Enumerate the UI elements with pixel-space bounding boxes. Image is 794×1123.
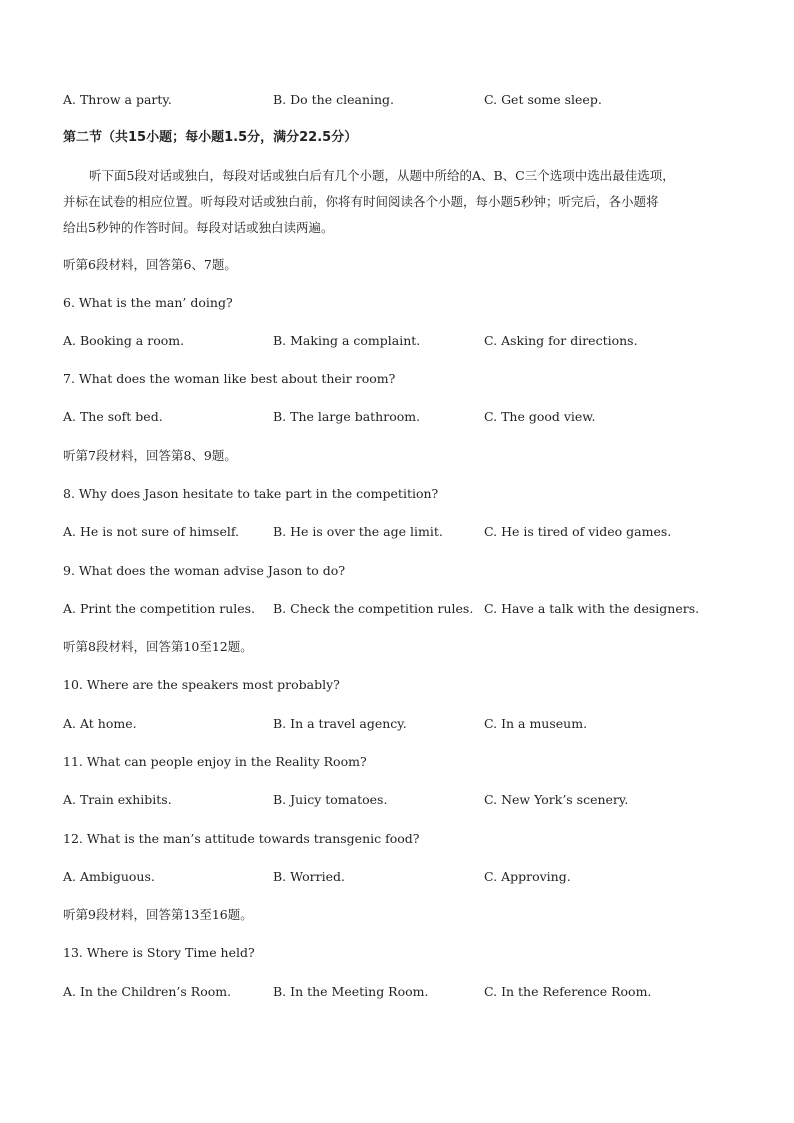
q11-option-b: B. Juicy tomatoes. bbox=[273, 792, 388, 807]
q6-option-a: A. Booking a room. bbox=[63, 333, 185, 348]
q6-option-c: C. Asking for directions. bbox=[484, 333, 638, 348]
q10-stem: 10. Where are the speakers most probably? bbox=[63, 677, 340, 692]
material-6-heading: 听第6段材料，回答第6、7题。 bbox=[63, 257, 237, 272]
q8-option-b: B. He is over the age limit. bbox=[273, 524, 443, 539]
q8-options bbox=[0, 524, 794, 540]
section-title: 第二节（共15小题；每小题1.5分，满分22.5分） bbox=[63, 130, 358, 145]
q12-options bbox=[0, 869, 794, 885]
q13-option-b: B. In the Meeting Room. bbox=[273, 984, 429, 999]
q9-stem: 9. What does the woman advise Jason to do? bbox=[63, 563, 346, 578]
q6-option-b: B. Making a complaint. bbox=[273, 333, 421, 348]
q8-option-a: A. He is not sure of himself. bbox=[63, 524, 240, 539]
instruction-line-3: 给出5秒钟的作答时间。每段对话或独白读两遍。 bbox=[63, 220, 334, 235]
q9-option-b: B. Check the competition rules. bbox=[273, 601, 474, 616]
q7-options bbox=[0, 409, 794, 425]
q6-options bbox=[0, 333, 794, 349]
q10-options bbox=[0, 716, 794, 732]
instruction-line-1: 听下面5段对话或独白，每段对话或独白后有几个小题，从题中所给的A、B、C三个选项中选出最佳选项， bbox=[89, 168, 675, 183]
material-7-heading: 听第7段材料，回答第8、9题。 bbox=[63, 448, 237, 463]
q9-option-c: C. Have a talk with the designers. bbox=[484, 601, 700, 616]
q12-option-c: C. Approving. bbox=[484, 869, 571, 884]
q12-stem: 12. What is the man’s attitude towards transgenic food? bbox=[63, 831, 420, 846]
q5-option-c: C. Get some sleep. bbox=[484, 92, 602, 107]
q11-stem: 11. What can people enjoy in the Reality Room? bbox=[63, 754, 367, 769]
q13-option-c: C. In the Reference Room. bbox=[484, 984, 652, 999]
section-instructions bbox=[63, 163, 731, 241]
q12-option-b: B. Worried. bbox=[273, 869, 345, 884]
q11-option-c: C. New York’s scenery. bbox=[484, 792, 629, 807]
q11-option-a: A. Train exhibits. bbox=[63, 792, 172, 807]
q8-option-c: C. He is tired of video games. bbox=[484, 524, 672, 539]
material-9-heading: 听第9段材料，回答第13至16题。 bbox=[63, 907, 253, 922]
q7-option-c: C. The good view. bbox=[484, 409, 596, 424]
q10-option-b: B. In a travel agency. bbox=[273, 716, 407, 731]
q5-option-a: A. Throw a party. bbox=[63, 92, 172, 107]
q13-stem: 13. Where is Story Time held? bbox=[63, 945, 255, 960]
q5-option-b: B. Do the cleaning. bbox=[273, 92, 395, 107]
q7-stem: 7. What does the woman like best about their room? bbox=[63, 371, 396, 386]
q10-option-a: A. At home. bbox=[63, 716, 137, 731]
instruction-line-2: 并标在试卷的相应位置。听每段对话或独白前，你将有时间阅读各个小题，每小题5秒钟；听完后，各小题将 bbox=[63, 194, 659, 209]
q11-options bbox=[0, 792, 794, 808]
q10-option-c: C. In a museum. bbox=[484, 716, 588, 731]
q5-options bbox=[0, 92, 794, 108]
q8-stem: 8. Why does Jason hesitate to take part in the competition? bbox=[63, 486, 439, 501]
q12-option-a: A. Ambiguous. bbox=[63, 869, 155, 884]
q9-options bbox=[0, 601, 794, 617]
q6-stem: 6. What is the man’ doing? bbox=[63, 295, 233, 310]
q13-options bbox=[0, 984, 794, 1000]
material-8-heading: 听第8段材料，回答第10至12题。 bbox=[63, 639, 253, 654]
q9-option-a: A. Print the competition rules. bbox=[63, 601, 256, 616]
q7-option-b: B. The large bathroom. bbox=[273, 409, 421, 424]
q13-option-a: A. In the Children’s Room. bbox=[63, 984, 232, 999]
q7-option-a: A. The soft bed. bbox=[63, 409, 163, 424]
